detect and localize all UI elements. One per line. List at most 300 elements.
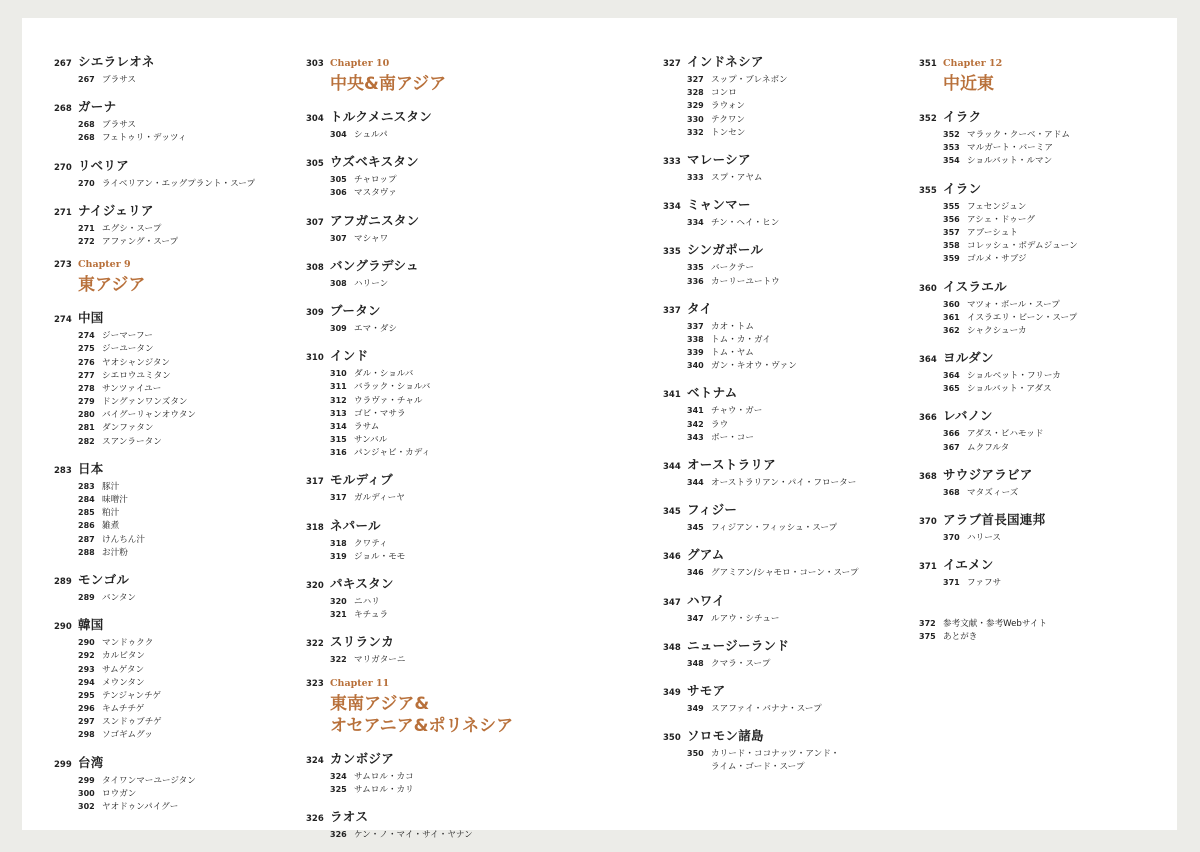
page-number: 272 <box>78 236 95 246</box>
country-entry <box>663 681 893 715</box>
recipe-name: クマラ・スープ <box>711 658 771 669</box>
recipe-name: サムロル・カリ <box>354 784 414 795</box>
country-entry <box>919 179 1149 266</box>
chapter-title: 東アジア <box>78 275 146 296</box>
page-number: 354 <box>943 156 960 166</box>
recipe-list <box>330 322 536 335</box>
recipe-name: スプ・アヤム <box>711 172 763 183</box>
recipe-item <box>687 99 893 112</box>
recipe-item <box>687 431 893 444</box>
country-heading <box>663 500 893 518</box>
page-number: 320 <box>330 597 347 606</box>
recipe-name: ラウォン <box>711 101 746 112</box>
country-entry <box>663 150 893 184</box>
chapter-title: オセアニア&ポリネシア <box>330 715 514 736</box>
chapter-label: Chapter 10 <box>330 58 390 69</box>
country-entry <box>306 211 536 245</box>
recipe-name: フィジアン・フィッシュ・スープ <box>711 523 838 534</box>
recipe-item <box>330 322 536 335</box>
country-name: 台湾 <box>78 754 104 770</box>
page-number: 330 <box>687 114 704 124</box>
recipe-name: ジョル・モモ <box>354 551 406 562</box>
country-entry <box>919 107 1149 168</box>
chapter-label: Chapter 9 <box>78 259 131 271</box>
recipe-item <box>687 216 893 229</box>
recipe-item <box>943 382 1149 395</box>
page-number: 355 <box>943 201 960 211</box>
page-number: 267 <box>78 75 95 84</box>
recipe-item <box>330 770 536 783</box>
page-number: 304 <box>306 114 324 124</box>
country-name: マレーシア <box>687 151 751 167</box>
page-number: 356 <box>943 214 960 224</box>
recipe-name: ヤオシャンジタン <box>102 357 171 368</box>
page-number: 329 <box>687 101 704 111</box>
recipe-item <box>330 420 536 433</box>
page-number: 307 <box>330 233 347 243</box>
page-number: 297 <box>78 717 95 727</box>
recipe-item <box>943 298 1149 311</box>
chapter-label-row <box>54 259 284 270</box>
page-number: 319 <box>330 551 347 561</box>
country-name: 中国 <box>78 310 104 326</box>
chapter-title: 東南アジア& <box>330 693 430 714</box>
recipe-name: けんちん汁 <box>102 534 145 545</box>
country-entry <box>306 256 536 290</box>
page-number: 323 <box>306 678 324 689</box>
appendix-title: あとがき <box>943 632 978 643</box>
page-number: 352 <box>919 114 937 124</box>
recipe-name: タイワンマーユージタン <box>102 775 196 786</box>
country-name: ミャンマー <box>687 197 751 213</box>
recipe-name: ブラサス <box>102 120 137 131</box>
country-entry <box>306 632 536 666</box>
recipe-item <box>78 395 284 408</box>
recipe-name: お汁粉 <box>102 547 128 558</box>
recipe-name: シエロウユミタン <box>102 370 171 381</box>
country-name: モンゴル <box>78 571 130 587</box>
recipe-item <box>943 200 1149 213</box>
page-number: 348 <box>687 658 704 668</box>
recipe-item <box>687 346 893 359</box>
page-number: 322 <box>306 639 324 650</box>
country-name: インド <box>330 348 369 364</box>
country-entry <box>919 555 1149 589</box>
recipe-name: カルビタン <box>102 651 145 662</box>
recipe-item <box>330 277 536 290</box>
recipe-name: フェセンジュン <box>967 201 1027 212</box>
recipe-name: ボー・コー <box>711 432 754 443</box>
page-number: 335 <box>663 247 681 258</box>
recipe-name: マルガート・バーミア <box>967 143 1053 154</box>
recipe-item <box>330 186 536 199</box>
page-number: 357 <box>943 227 960 237</box>
country-heading <box>663 383 893 401</box>
recipe-name: トム・ヤム <box>711 348 754 359</box>
page-number: 284 <box>78 495 95 504</box>
page-number: 333 <box>687 172 704 182</box>
recipe-item <box>78 493 284 506</box>
country-heading <box>663 726 893 744</box>
country-name: ハワイ <box>687 592 726 608</box>
page-number: 300 <box>78 788 95 798</box>
country-heading <box>663 591 893 609</box>
recipe-list <box>330 770 536 796</box>
country-heading <box>306 516 536 534</box>
page-number: 364 <box>943 371 960 381</box>
recipe-item <box>78 435 284 448</box>
recipe-list <box>687 320 893 373</box>
country-name: カンボジア <box>330 750 395 766</box>
page-number: 368 <box>919 471 937 482</box>
recipe-item <box>78 546 284 559</box>
recipe-item <box>78 369 284 382</box>
country-heading <box>663 455 893 473</box>
page-number: 270 <box>54 162 72 173</box>
recipe-name: バイグーリャンオウタン <box>102 410 197 421</box>
recipe-name: エマ・ダシ <box>354 323 397 334</box>
recipe-item <box>78 800 284 813</box>
country-entry <box>306 749 536 796</box>
toc-column-2 <box>306 52 536 852</box>
recipe-item <box>330 653 536 666</box>
recipe-name: メウンタン <box>102 677 145 688</box>
recipe-name: アシェ・ドゥーグ <box>967 214 1036 225</box>
recipe-name: マタズィーズ <box>967 487 1019 498</box>
recipe-item <box>687 126 893 139</box>
recipe-item <box>687 404 893 417</box>
page-number: 334 <box>687 218 704 228</box>
recipe-item <box>78 235 284 248</box>
recipe-name: サンツァイユー <box>102 383 162 394</box>
recipe-name: トム・カ・ガイ <box>711 334 771 345</box>
recipe-item <box>330 491 536 504</box>
recipe-item <box>943 324 1149 337</box>
chapter-label: Chapter 11 <box>330 677 390 689</box>
page-number: 287 <box>78 534 95 544</box>
recipe-item <box>943 531 1149 544</box>
country-name: ヨルダン <box>943 350 994 366</box>
page-number: 268 <box>78 120 95 130</box>
country-entry <box>919 277 1149 338</box>
page-number: 333 <box>663 156 681 167</box>
country-heading <box>54 201 284 219</box>
recipe-item <box>78 356 284 369</box>
country-heading <box>54 52 284 70</box>
recipe-name: サンバル <box>354 435 388 446</box>
recipe-list <box>943 128 1149 168</box>
page-number: 277 <box>78 370 95 380</box>
recipe-name: カーリーユートウ <box>711 276 780 287</box>
page-number: 332 <box>687 127 704 137</box>
country-name: トルクメニスタン <box>330 109 433 124</box>
page-number: 305 <box>330 175 347 185</box>
recipe-name: ショルバット・ルマン <box>967 156 1053 167</box>
country-entry <box>663 240 893 287</box>
page-number: 280 <box>78 410 95 420</box>
country-entry <box>306 470 536 504</box>
recipe-name: マスタヴァ <box>354 188 397 199</box>
recipe-name: ソゴギムグッ <box>102 730 153 741</box>
country-entry <box>919 465 1149 499</box>
page-number: 335 <box>687 263 704 273</box>
recipe-item <box>330 232 536 245</box>
recipe-name: シャクシューカ <box>967 325 1027 336</box>
country-heading <box>919 277 1149 295</box>
recipe-name: 粕汁 <box>102 508 120 519</box>
recipe-item <box>687 359 893 372</box>
recipe-list <box>943 486 1149 499</box>
country-entry <box>663 299 893 373</box>
recipe-item <box>330 783 536 796</box>
country-entry <box>306 301 536 335</box>
page-number: 271 <box>78 223 95 233</box>
page-number: 285 <box>78 508 95 518</box>
recipe-name: テンジャンチゲ <box>102 690 161 701</box>
page-number: 310 <box>306 353 324 364</box>
page-number: 366 <box>943 429 960 439</box>
recipe-item <box>78 73 284 86</box>
page-number: 360 <box>943 299 960 309</box>
recipe-list <box>687 521 893 534</box>
recipe-item <box>943 154 1149 167</box>
recipe-name: チャウ・ガー <box>711 406 763 417</box>
recipe-item <box>330 128 536 141</box>
chapter-label-row <box>306 58 536 69</box>
country-entry <box>663 636 893 670</box>
country-name: イラン <box>943 180 982 196</box>
page-number: 366 <box>919 413 937 424</box>
recipe-item <box>943 576 1149 589</box>
page-number: 337 <box>687 321 704 331</box>
recipe-name: バークテー <box>711 263 754 274</box>
recipe-item <box>687 275 893 288</box>
recipe-item <box>943 213 1149 226</box>
recipe-name: オーストラリアン・パイ・フローター <box>711 478 857 488</box>
page-number: 311 <box>330 382 347 392</box>
country-heading <box>54 156 284 174</box>
country-name: ラオス <box>330 808 369 824</box>
recipe-name: コレッシュ・ボデムジューン <box>967 241 1078 252</box>
page-number: 320 <box>306 581 324 591</box>
country-entry <box>663 195 893 229</box>
page-number: 283 <box>78 481 95 491</box>
recipe-list <box>78 591 284 604</box>
recipe-list <box>687 73 893 139</box>
recipe-name: カリード・ココナッツ・アンド・ <box>711 749 840 760</box>
page-number: 347 <box>663 597 681 608</box>
page-number: 341 <box>687 406 704 416</box>
recipe-item <box>687 521 893 534</box>
page-number: 309 <box>306 307 324 318</box>
page-number: 309 <box>330 323 347 333</box>
page-number: 299 <box>78 775 95 785</box>
page-number: 350 <box>687 749 704 759</box>
country-name: タイ <box>687 300 713 316</box>
page-number: 286 <box>78 521 95 531</box>
country-name: ソロモン諸島 <box>687 728 764 744</box>
recipe-name: ルアウ・シチュー <box>711 613 780 624</box>
country-name: サウジアラビア <box>943 466 1033 482</box>
recipe-name: トンセン <box>711 127 746 138</box>
country-heading <box>306 632 536 650</box>
recipe-name: バラック・ショルバ <box>354 382 431 393</box>
recipe-item <box>687 702 893 715</box>
recipe-item <box>78 728 284 741</box>
recipe-list <box>943 369 1149 395</box>
recipe-item <box>330 173 536 186</box>
recipe-item <box>687 612 893 625</box>
recipe-list <box>78 118 284 144</box>
recipe-name: マリガターニ <box>354 655 406 666</box>
country-entry <box>54 615 284 742</box>
recipe-name: ハリース <box>967 533 1001 543</box>
recipe-list <box>687 476 893 489</box>
page-number: 334 <box>663 202 681 213</box>
country-heading <box>663 52 893 70</box>
page-number: 370 <box>943 533 960 542</box>
country-name: インドネシア <box>687 54 764 69</box>
recipe-item <box>687 171 893 184</box>
recipe-name: サムゲタン <box>102 664 145 675</box>
recipe-item <box>78 715 284 728</box>
page-number: 292 <box>78 651 95 661</box>
page-number: 348 <box>663 642 681 653</box>
recipe-name: サムロル・カコ <box>354 771 414 782</box>
country-heading <box>663 240 893 258</box>
country-entry <box>54 570 284 604</box>
country-name: モルディブ <box>330 472 394 488</box>
page-number: 362 <box>943 325 960 335</box>
page-number: 358 <box>943 241 960 251</box>
recipe-item <box>78 382 284 395</box>
page-number: 298 <box>78 730 95 740</box>
recipe-item <box>78 480 284 493</box>
recipe-name: ラウ <box>711 419 729 430</box>
country-heading <box>306 301 536 319</box>
country-heading <box>306 256 536 274</box>
recipe-item <box>78 342 284 355</box>
recipe-name: ジーマーフー <box>102 331 153 342</box>
page-number: 288 <box>78 547 95 557</box>
recipe-name: マラック・クーベ・アドム <box>967 130 1070 140</box>
page-number: 346 <box>687 568 704 578</box>
recipe-list <box>687 566 893 579</box>
recipe-item <box>943 486 1149 499</box>
page-number: 327 <box>663 59 681 69</box>
page-number: 346 <box>663 552 681 563</box>
recipe-item <box>687 333 893 346</box>
recipe-list <box>687 702 893 715</box>
page-number: 303 <box>306 59 324 69</box>
country-name: ナイジェリア <box>78 202 154 218</box>
country-entry <box>54 156 284 190</box>
page-number: 281 <box>78 423 95 433</box>
country-heading <box>663 150 893 168</box>
recipe-list <box>943 200 1149 266</box>
country-name: イラク <box>943 109 982 124</box>
recipe-name: ライベリアン・エッグプラント・スープ <box>102 178 256 189</box>
recipe-item <box>943 311 1149 324</box>
recipe-item <box>330 367 536 380</box>
country-name: 韓国 <box>78 617 104 633</box>
country-name: ニュージーランド <box>687 637 790 653</box>
recipe-name: ヤオドゥンパイグー <box>102 802 179 812</box>
recipe-list <box>687 261 893 287</box>
page-number: 324 <box>306 755 324 766</box>
country-name: リベリア <box>78 157 129 173</box>
country-entry <box>663 52 893 139</box>
recipe-name: マシャワ <box>354 233 389 244</box>
recipe-list <box>687 747 893 773</box>
country-name: シエラレオネ <box>78 54 155 69</box>
country-entry <box>54 97 284 144</box>
recipe-item <box>687 113 893 126</box>
recipe-list <box>78 329 284 448</box>
country-heading <box>919 465 1149 483</box>
recipe-item <box>687 657 893 670</box>
page-number: 305 <box>306 159 324 170</box>
page-number: 317 <box>306 477 324 488</box>
page-number: 321 <box>330 610 347 620</box>
country-name: サモア <box>687 682 726 698</box>
recipe-list <box>687 404 893 444</box>
recipe-list <box>330 232 536 245</box>
country-name: ガーナ <box>78 99 117 115</box>
recipe-item <box>78 533 284 546</box>
country-entry <box>306 574 536 621</box>
recipe-item <box>330 433 536 446</box>
recipe-name: ハリーン <box>354 278 389 289</box>
country-name: 日本 <box>78 460 104 476</box>
recipe-name: 豚汁 <box>102 481 120 492</box>
page-number: 308 <box>306 262 324 273</box>
page-number: 276 <box>78 357 95 367</box>
country-name: ブータン <box>330 302 381 318</box>
recipe-item <box>78 222 284 235</box>
recipe-name: パンジャビ・カディ <box>354 448 431 459</box>
recipe-item <box>78 774 284 787</box>
page-number: 310 <box>330 369 347 379</box>
appendix-list <box>919 617 1149 643</box>
country-heading <box>663 299 893 317</box>
page-number: 267 <box>54 59 72 69</box>
recipe-item <box>78 329 284 342</box>
recipe-name: キムチチゲ <box>102 704 145 715</box>
page-number: 299 <box>54 759 72 770</box>
country-heading <box>306 152 536 170</box>
chapter-heading <box>306 678 536 737</box>
page-number: 372 <box>919 619 936 629</box>
page-number: 304 <box>330 130 347 139</box>
country-entry <box>306 346 536 459</box>
country-heading <box>54 459 284 477</box>
recipe-name: ダル・ショルバ <box>354 369 414 380</box>
recipe-item <box>78 506 284 519</box>
recipe-name: フェトゥリ・デッツィ <box>102 133 187 144</box>
page-number: 359 <box>943 254 960 264</box>
recipe-name: ロウガン <box>102 788 137 799</box>
country-name: フィジー <box>687 502 738 518</box>
page-number: 340 <box>687 361 704 371</box>
recipe-name: ガン・キオウ・ヴァン <box>711 361 797 372</box>
country-name: バングラデシュ <box>330 257 419 273</box>
page-number: 338 <box>687 334 704 344</box>
recipe-item <box>78 689 284 702</box>
country-name: アラブ首長国連邦 <box>943 512 1046 527</box>
country-heading <box>919 107 1149 125</box>
recipe-item <box>78 177 284 190</box>
